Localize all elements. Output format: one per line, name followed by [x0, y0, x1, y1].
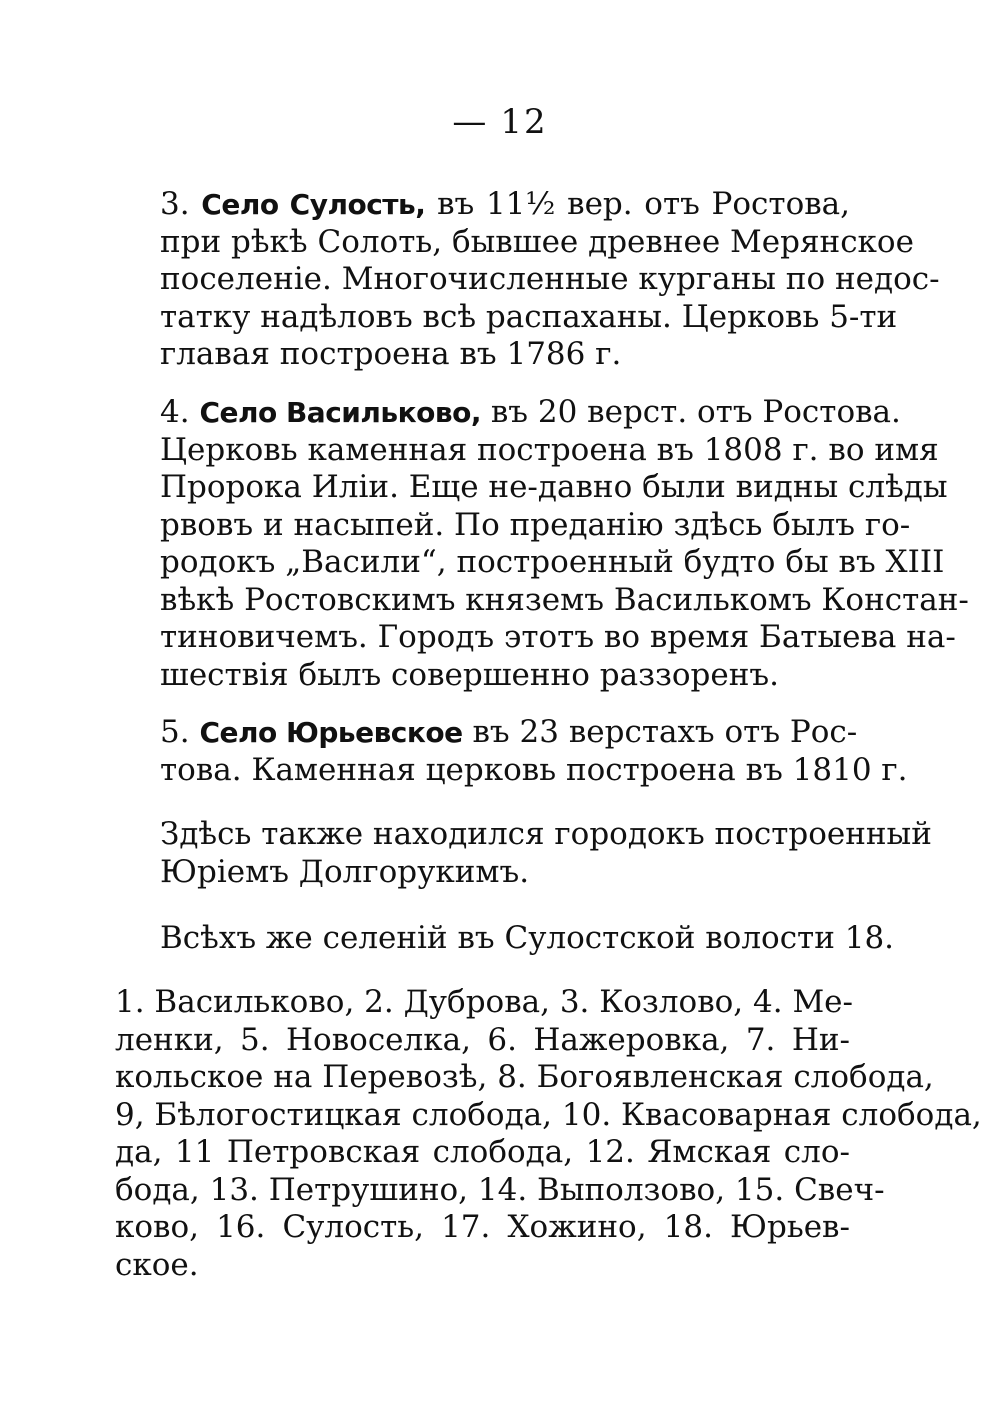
- entry-3-line-3: поселеніе. Многочисленные курганы по недос-: [160, 261, 940, 297]
- entry-5-line-1-text: въ 23 верстахъ отъ Рос-: [472, 714, 858, 750]
- entry-3-line-1-text: въ 11½ вер. отъ Ростова,: [437, 186, 851, 222]
- note-paragraph: [160, 816, 932, 891]
- entry-4-line-2: Церковь каменная построена въ 1808 г. во имя: [160, 431, 939, 468]
- entry-5-name: Село Юрьевское: [199, 716, 463, 749]
- villages-line-7: ково, 16. Сулость, 17. Хожино, 18. Юрьев-: [115, 1209, 850, 1245]
- villages-line-4: 9, Бѣлогостицкая слобода, 10. Квасоварная слобода,: [115, 1096, 982, 1133]
- entry-4-line-1-text: въ 20 верст. отъ Ростова.: [490, 394, 901, 430]
- entry-3-line-2: при рѣкѣ Солоть, бывшее древнее Мерянское: [160, 223, 914, 260]
- note-line-1: Здѣсь также находился городокъ построенный: [160, 816, 932, 852]
- entry-4-line-3: Пророка Иліи. Еще не-давно были видны слѣды: [160, 469, 948, 505]
- entry-4-line-8: шествія былъ совершенно раззоренъ.: [160, 656, 779, 693]
- entry-4-name: Село Васильково,: [199, 396, 481, 429]
- entry-4-number: 4.: [160, 394, 190, 430]
- entry-5-number: 5.: [160, 714, 190, 750]
- page-number-dash: —: [452, 102, 489, 142]
- entry-5-line-1: [160, 714, 858, 752]
- villages-line-8: ское.: [115, 1246, 199, 1283]
- entry-4-paragraph: [160, 394, 969, 694]
- entry-3-paragraph: [160, 186, 940, 374]
- note-line-2: Юріемъ Долгорукимъ.: [160, 853, 530, 890]
- villages-line-5: да, 11 Петровская слобода, 12. Ямская сло-: [115, 1134, 850, 1170]
- summary-line: Всѣхъ же селеній въ Сулостской волости 18.: [160, 920, 895, 956]
- page-number: [0, 102, 1000, 142]
- villages-line-3: кольское на Перевозѣ, 8. Богоявленская слобода,: [115, 1059, 934, 1095]
- entry-3-line-5: главая построена въ 1786 г.: [160, 336, 622, 372]
- entry-5-line-2: това. Каменная церковь построена въ 1810 г.: [160, 751, 908, 788]
- entry-4-line-5: родокъ „Васили“, построенный будто бы въ XIII: [160, 544, 945, 580]
- villages-line-6: бода, 13. Петрушино, 14. Выползово, 15. Свеч-: [115, 1171, 885, 1208]
- entry-4-line-1: [160, 394, 901, 432]
- entry-3-line-4: татку надѣловъ всѣ распаханы. Церковь 5-ти: [160, 298, 898, 335]
- entry-4-line-6: вѣкѣ Ростовскимъ княземъ Василькомъ Констан-: [160, 581, 969, 618]
- entry-3-number: 3.: [160, 186, 190, 222]
- villages-paragraph: [115, 984, 982, 1284]
- entry-3-line-1: [160, 186, 850, 224]
- summary-paragraph: [160, 920, 895, 958]
- page-number-value: 12: [500, 102, 548, 142]
- entry-4-line-4: рвовъ и насыпей. По преданію здѣсь былъ го-: [160, 506, 911, 543]
- villages-line-1: 1. Васильково, 2. Дуброва, 3. Козлово, 4. Ме-: [115, 984, 854, 1020]
- entry-4-line-7: тиновичемъ. Городъ этотъ во время Батыева на-: [160, 619, 956, 655]
- entry-3-name: Село Сулость,: [201, 188, 426, 221]
- entry-5-paragraph: [160, 714, 908, 789]
- villages-line-2: ленки, 5. Новоселка, 6. Нажеровка, 7. Ни-: [115, 1021, 850, 1058]
